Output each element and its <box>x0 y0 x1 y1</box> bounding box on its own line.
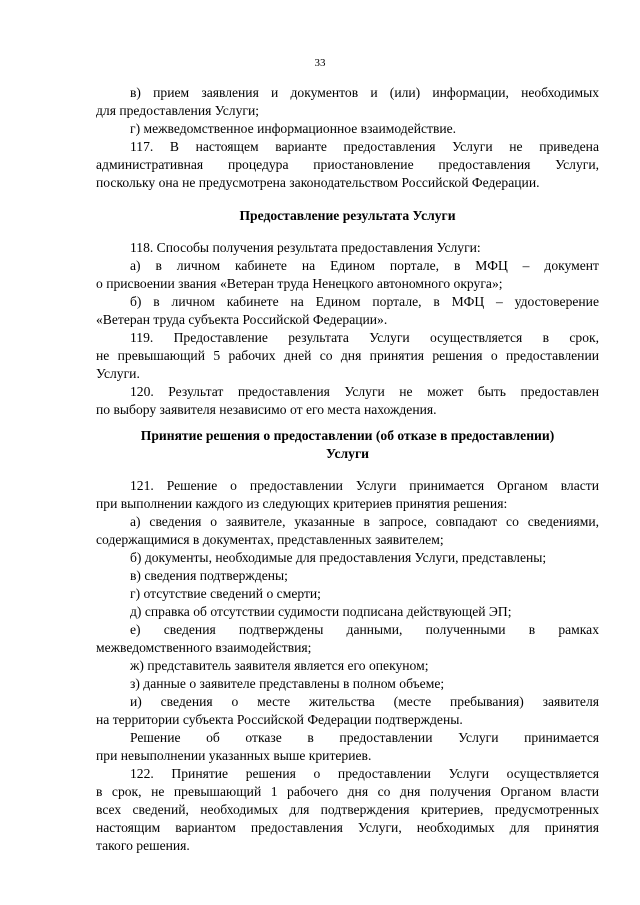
text-line: е) сведения подтверждены данными, полученными в рамках <box>130 622 599 637</box>
text-line: содержащимися в документах, представленных заявителем; <box>96 532 444 547</box>
text-line: при выполнении каждого из следующих критериев принятия решения: <box>96 496 508 511</box>
text-line: в) сведения подтверждены; <box>130 568 288 583</box>
text-line: г) отсутствие сведений о смерти; <box>130 586 321 601</box>
text-line: на территории субъекта Российской Федерации подтверждены. <box>96 712 463 727</box>
text-line: в срок, не превышающий 1 рабочего дня со дня получения Органом власти <box>96 784 599 799</box>
text-line: «Ветеран труда субъекта Российской Федерации». <box>96 312 388 327</box>
text-line: Услуги. <box>96 366 140 381</box>
text-line: б) в личном кабинете на Едином портале, в МФЦ – удостоверение <box>130 294 599 309</box>
text-line: в) прием заявления и документов и (или) информации, необходимых <box>130 85 599 100</box>
text-line: б) документы, необходимые для предоставления Услуги, представлены; <box>130 550 547 565</box>
text-line: ж) представитель заявителя является его опекуном; <box>130 658 429 673</box>
text-line: Решение об отказе в предоставлении Услуги принимается <box>130 730 599 745</box>
text-line: 121. Решение о предоставлении Услуги принимается Органом власти <box>130 478 599 493</box>
section-heading: Предоставление результата Услуги <box>239 208 456 223</box>
text-line: поскольку она не предусмотрена законодательством Российской Федерации. <box>96 175 540 190</box>
text-line: д) справка об отсутствии судимости подписана действующей ЭП; <box>130 604 512 619</box>
section-heading: Услуги <box>326 446 369 461</box>
text-line: а) сведения о заявителе, указанные в запросе, совпадают со сведениями, <box>130 514 599 529</box>
section-heading: Принятие решения о предоставлении (об отказе в предоставлении) <box>140 428 555 443</box>
text-line: и) сведения о месте жительства (месте пребывания) заявителя <box>130 694 599 709</box>
text-line: 120. Результат предоставления Услуги не может быть предоставлен <box>130 384 599 399</box>
text-line: г) межведомственное информационное взаимодействие. <box>130 121 457 136</box>
text-line: по выбору заявителя независимо от его места нахождения. <box>96 402 437 417</box>
text-line: такого решения. <box>96 838 190 853</box>
text-line: настоящим вариантом предоставления Услуги, необходимых для принятия <box>96 820 599 835</box>
text-line: 118. Способы получения результата предоставления Услуги: <box>130 240 481 255</box>
text-line: 122. Принятие решения о предоставлении Услуги осуществляется <box>130 766 599 781</box>
text-line: 119. Предоставление результата Услуги осуществляется в срок, <box>130 330 599 345</box>
text-line: о присвоении звания «Ветеран труда Ненецкого автономного округа»; <box>96 276 503 291</box>
text-line: а) в личном кабинете на Едином портале, в МФЦ – документ <box>130 258 599 273</box>
text-line: не превышающий 5 рабочих дней со дня принятия решения о предоставлении <box>96 348 599 363</box>
text-line: при невыполнении указанных выше критериев. <box>96 748 372 763</box>
text-line: всех сведений, необходимых для подтверждения критериев, предусмотренных <box>96 802 599 817</box>
page-number: 33 <box>314 57 326 69</box>
text-line: для предоставления Услуги; <box>96 103 259 118</box>
text-line: з) данные о заявителе представлены в полном объеме; <box>130 676 445 691</box>
text-line: административная процедура приостановление предоставления Услуги, <box>96 157 599 172</box>
text-line: 117. В настоящем варианте предоставления Услуги не приведена <box>130 139 599 154</box>
text-line: межведомственного взаимодействия; <box>96 640 312 655</box>
